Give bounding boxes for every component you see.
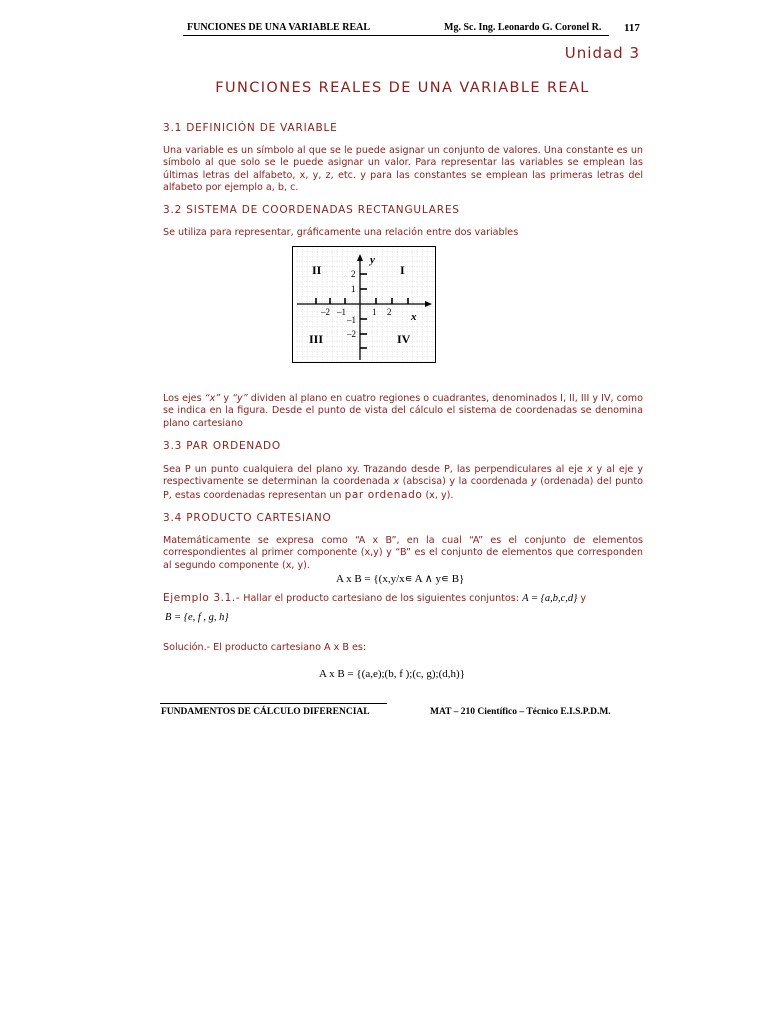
section-heading-3-3: 3.3 PAR ORDENADO: [163, 440, 281, 452]
footer-rule: [160, 703, 387, 704]
y-axis-label: y: [370, 254, 375, 266]
x-tick-label: –1: [337, 307, 346, 317]
set-a: A = {a,b,c,d}: [522, 593, 578, 604]
section-intro-3-2: Se utiliza para representar, gráficamente una relación entre dos variables: [163, 227, 519, 238]
section-text-3-1: Una variable es un símbolo al que se le puede asignar un conjunto de valores. Una constante es un símbolo al que solo se le puede asignar un valor. Para representar las variables se emplean las últimas letras del alfabeto, x, y, z, etc. y para las constantes se emplean las primeras letras del alfabeto por ejemplo a, b, c.: [163, 145, 643, 194]
quadrant-label-i: I: [400, 263, 405, 277]
x-tick-label: –2: [321, 307, 330, 317]
solution-text: Solución.- El producto cartesiano A x B es:: [163, 642, 367, 653]
section-heading-3-4: 3.4 PRODUCTO CARTESIANO: [163, 512, 332, 524]
example-3-1: Ejemplo 3.1.- Hallar el producto cartesiano de los siguientes conjuntos: A = {a,b,c,d} y: [163, 592, 587, 604]
y-axis-quote: “y”: [232, 393, 248, 404]
section-heading-3-2: 3.2 SISTEMA DE COORDENADAS RECTANGULARES: [163, 204, 460, 216]
y-tick-label: –2: [347, 329, 356, 339]
section-text-3-3: Sea P un punto cualquiera del plano xy. Trazando desde P, las perpendiculares al eje x y al eje y respectivamente se determinan la coordenada x (abscisa) y la coordenada y (ordenada) del punto P, estas coordenadas representan un par ordenado (x, y).: [163, 464, 643, 501]
footer-right: MAT – 210 Científico – Técnico E.I.S.P.D.M.: [430, 707, 611, 717]
unit-label: Unidad 3: [564, 44, 640, 62]
section-text-3-2: Los ejes “x” y “y” dividen al plano en cuatro regiones o cuadrantes, denominados I, II, III y IV, como se indica en la figura. Desde el punto de vista del cálculo el sistema de coordenadas se denomina plano cartesiano: [163, 393, 643, 429]
ordered-pair-term: par ordenado: [344, 488, 423, 501]
example-label: Ejemplo 3.1.-: [163, 592, 241, 604]
page-title: FUNCIONES REALES DE UNA VARIABLE REAL: [215, 80, 590, 96]
quadrant-label-ii: II: [312, 263, 322, 277]
header-rule: [183, 35, 609, 36]
x-tick-label: 1: [372, 307, 377, 317]
y-tick-label: 1: [351, 284, 356, 294]
cartesian-product-result: A x B = {(a,e);(b, f );(c, g);(d,h)}: [319, 668, 465, 680]
x-axis-quote: “x”: [204, 393, 221, 404]
y-tick-label: 2: [351, 269, 356, 279]
set-b: B = {e, f , g, h}: [165, 612, 229, 623]
header-title: FUNCIONES DE UNA VARIABLE REAL: [187, 22, 371, 33]
x-axis-label: x: [411, 311, 417, 323]
cartesian-product-formula: A x B = {(x,y/x∊ A ∧ y∊ B}: [336, 573, 465, 585]
quadrant-label-iii: III: [309, 332, 324, 346]
x-tick-label: 2: [387, 307, 392, 317]
footer-left: FUNDAMENTOS DE CÁLCULO DIFERENCIAL: [161, 707, 370, 717]
y-tick-label: –1: [347, 315, 356, 325]
section-heading-3-1: 3.1 DEFINICIÓN DE VARIABLE: [163, 122, 338, 134]
quadrant-label-iv: IV: [397, 332, 411, 346]
coordinate-plane-figure: [292, 246, 437, 364]
section-text-3-4: Matemáticamente se expresa como “A x B”, en la cual “A” es el conjunto de elementos correspondientes al primer componente (x,y) y “B” es el conjunto de elementos que corresponden al segundo componente (x, y).: [163, 535, 643, 571]
page-number: 117: [624, 22, 640, 34]
header-author: Mg. Sc. Ing. Leonardo G. Coronel R.: [444, 22, 602, 33]
